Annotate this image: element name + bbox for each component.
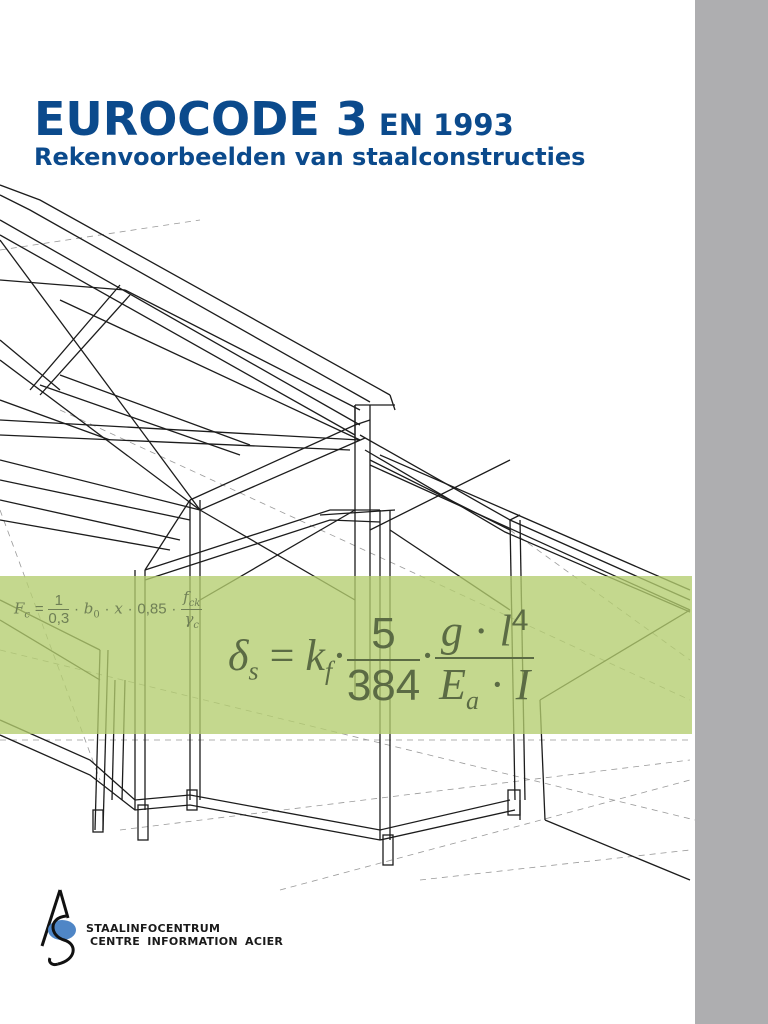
formula-small-lhs: F	[14, 599, 25, 618]
side-strip	[695, 0, 768, 1024]
formula-small-factor: 0,85	[137, 600, 167, 618]
formula-small-fraction	[48, 592, 69, 627]
formula-small-frac-den: 0,3	[48, 610, 70, 627]
publisher-logo-icon	[38, 888, 88, 970]
steel-structure-drawing	[0, 180, 695, 900]
formula-large-frac-den: 384	[346, 660, 421, 710]
formula-small-fraction-2	[181, 588, 202, 631]
formula-small-b: b	[83, 599, 94, 618]
formula-large-frac-num: 5	[347, 609, 420, 661]
cover-title	[34, 92, 514, 146]
publisher-name-nl: STAALINFOCENTRUM	[86, 922, 221, 935]
formula-small-b-sub: 0	[93, 609, 100, 621]
formula-small-frac-num: 1	[48, 592, 69, 610]
formula-large-k: k	[305, 630, 325, 680]
formula-large-I: I	[515, 659, 531, 709]
formula-small-gamma: γ	[184, 610, 194, 628]
formula-large: $\delta_s = k_f\cdot$ $\frac{5}{384}$ · $\frac{g \cdot l^4}{E_a \cdot I}$	[228, 604, 534, 715]
publisher-name-fr: CENTRE INFORMATION ACIER	[90, 935, 284, 948]
formula-large-l-exp: 4	[511, 604, 529, 637]
formula-large-E: E	[439, 659, 466, 709]
formula-large-g: g	[440, 606, 463, 656]
formula-small-lhs-sub: c	[24, 609, 31, 621]
formula-small-x: x	[114, 599, 123, 618]
formula-large-delta: δ	[228, 630, 249, 680]
formula-large-k-sub: f	[324, 656, 333, 686]
title-main: EUROCODE 3	[34, 92, 368, 146]
formula-large-fraction-1	[347, 609, 420, 711]
formula-large-delta-sub: s	[248, 656, 259, 686]
title-standard-code: EN 1993	[378, 108, 514, 142]
cover-subtitle: Rekenvoorbeelden van staalconstructies	[34, 143, 586, 171]
formula-small-f-sub: ck	[188, 598, 201, 609]
formula-large-l: l	[499, 606, 512, 656]
formula-large-E-sub: a	[465, 685, 479, 715]
formula-small-gamma-sub: c	[193, 620, 200, 631]
formula-large-fraction-2: $\frac{g \cdot l^4}{E_a \cdot I}$	[435, 604, 535, 715]
formula-small-f: f	[183, 588, 189, 606]
formula-small: $F_c$ = $\frac{1}{0,3}$ · $b_0 \cdot x \cdot 0,85$ · $\frac{f_{ck}}{\gamma_c}$	[14, 588, 201, 631]
